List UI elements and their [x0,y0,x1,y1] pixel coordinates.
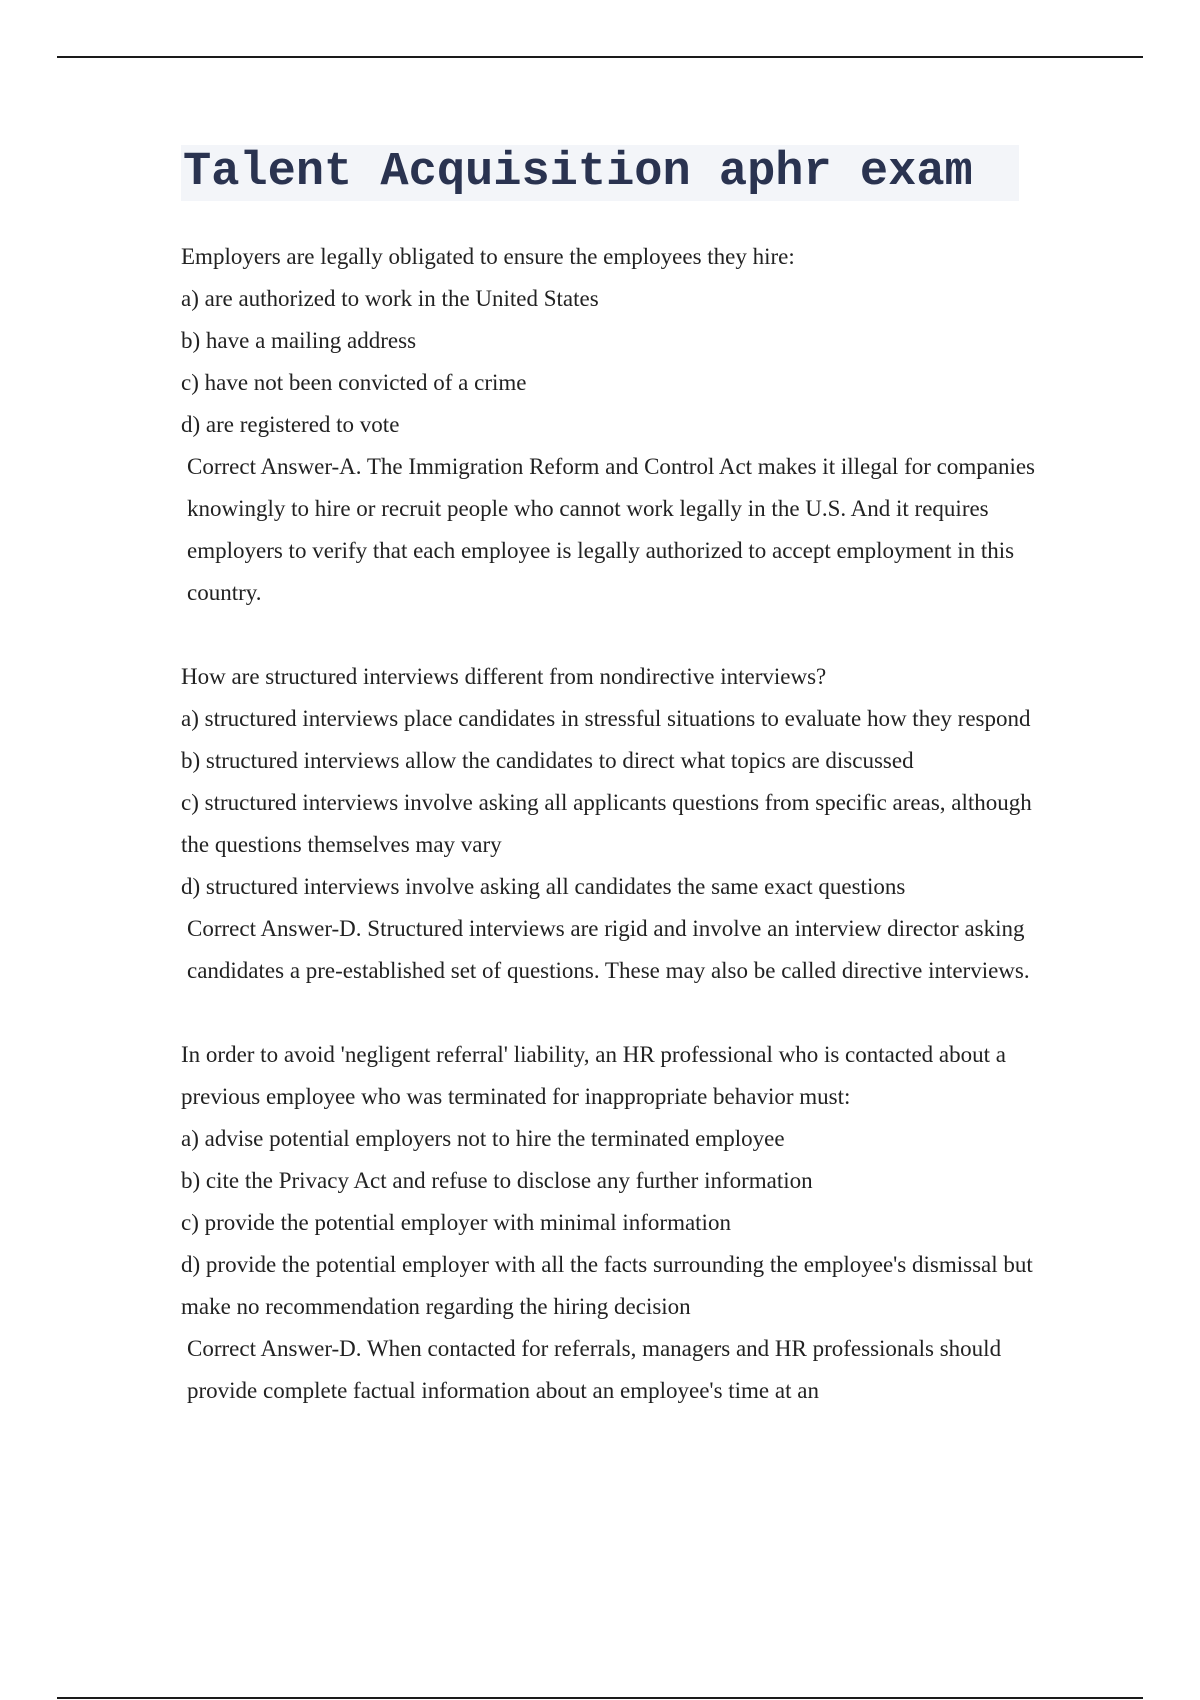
question-stem: Employers are legally obligated to ensure the employees they hire: [181,244,795,269]
option-a: a) structured interviews place candidates in stressful situations to evaluate how they respond [181,706,1031,731]
option-b: b) structured interviews allow the candidates to direct what topics are discussed [181,748,914,773]
option-a: a) are authorized to work in the United States [181,286,599,311]
question-block-3 [181,1034,1041,1412]
option-c: c) structured interviews involve asking all applicants questions from specific areas, although the questions themselves may vary [181,790,1032,857]
question-block-1 [181,236,1041,614]
option-b: b) have a mailing address [181,328,417,353]
correct-answer: Correct Answer-D. Structured interviews are rigid and involve an interview director asking candidates a pre-established set of questions. These may also be called directive interviews. [187,916,1030,983]
option-b: b) cite the Privacy Act and refuse to disclose any further information [181,1168,813,1193]
option-c: c) have not been convicted of a crime [181,370,527,395]
option-a: a) advise potential employers not to hire the terminated employee [181,1126,785,1151]
option-d: d) provide the potential employer with all the facts surrounding the employee's dismissal but make no recommendation regarding the hiring decision [181,1252,1033,1319]
correct-answer: Correct Answer-A. The Immigration Reform and Control Act makes it illegal for companies knowingly to hire or recruit people who cannot work legally in the U.S. And it requires employers to verify that each employee is legally authorized to accept employment in this country. [187,454,1035,605]
top-rule [57,56,1143,58]
question-block-2 [181,656,1041,992]
question-stem: In order to avoid 'negligent referral' liability, an HR professional who is contacted about a previous employee who was terminated for inappropriate behavior must: [181,1042,1006,1109]
option-d: d) structured interviews involve asking all candidates the same exact questions [181,874,906,899]
bottom-rule [57,1697,1143,1699]
question-stem: How are structured interviews different from nondirective interviews? [181,664,827,689]
document-title: Talent Acquisition aphr exam [183,146,973,199]
option-c: c) provide the potential employer with minimal information [181,1210,731,1235]
title-banner [181,145,1019,201]
option-d: d) are registered to vote [181,412,400,437]
correct-answer: Correct Answer-D. When contacted for referrals, managers and HR professionals should provide complete factual information about an employee's time at an [187,1336,1002,1403]
document-body [181,236,1041,1454]
